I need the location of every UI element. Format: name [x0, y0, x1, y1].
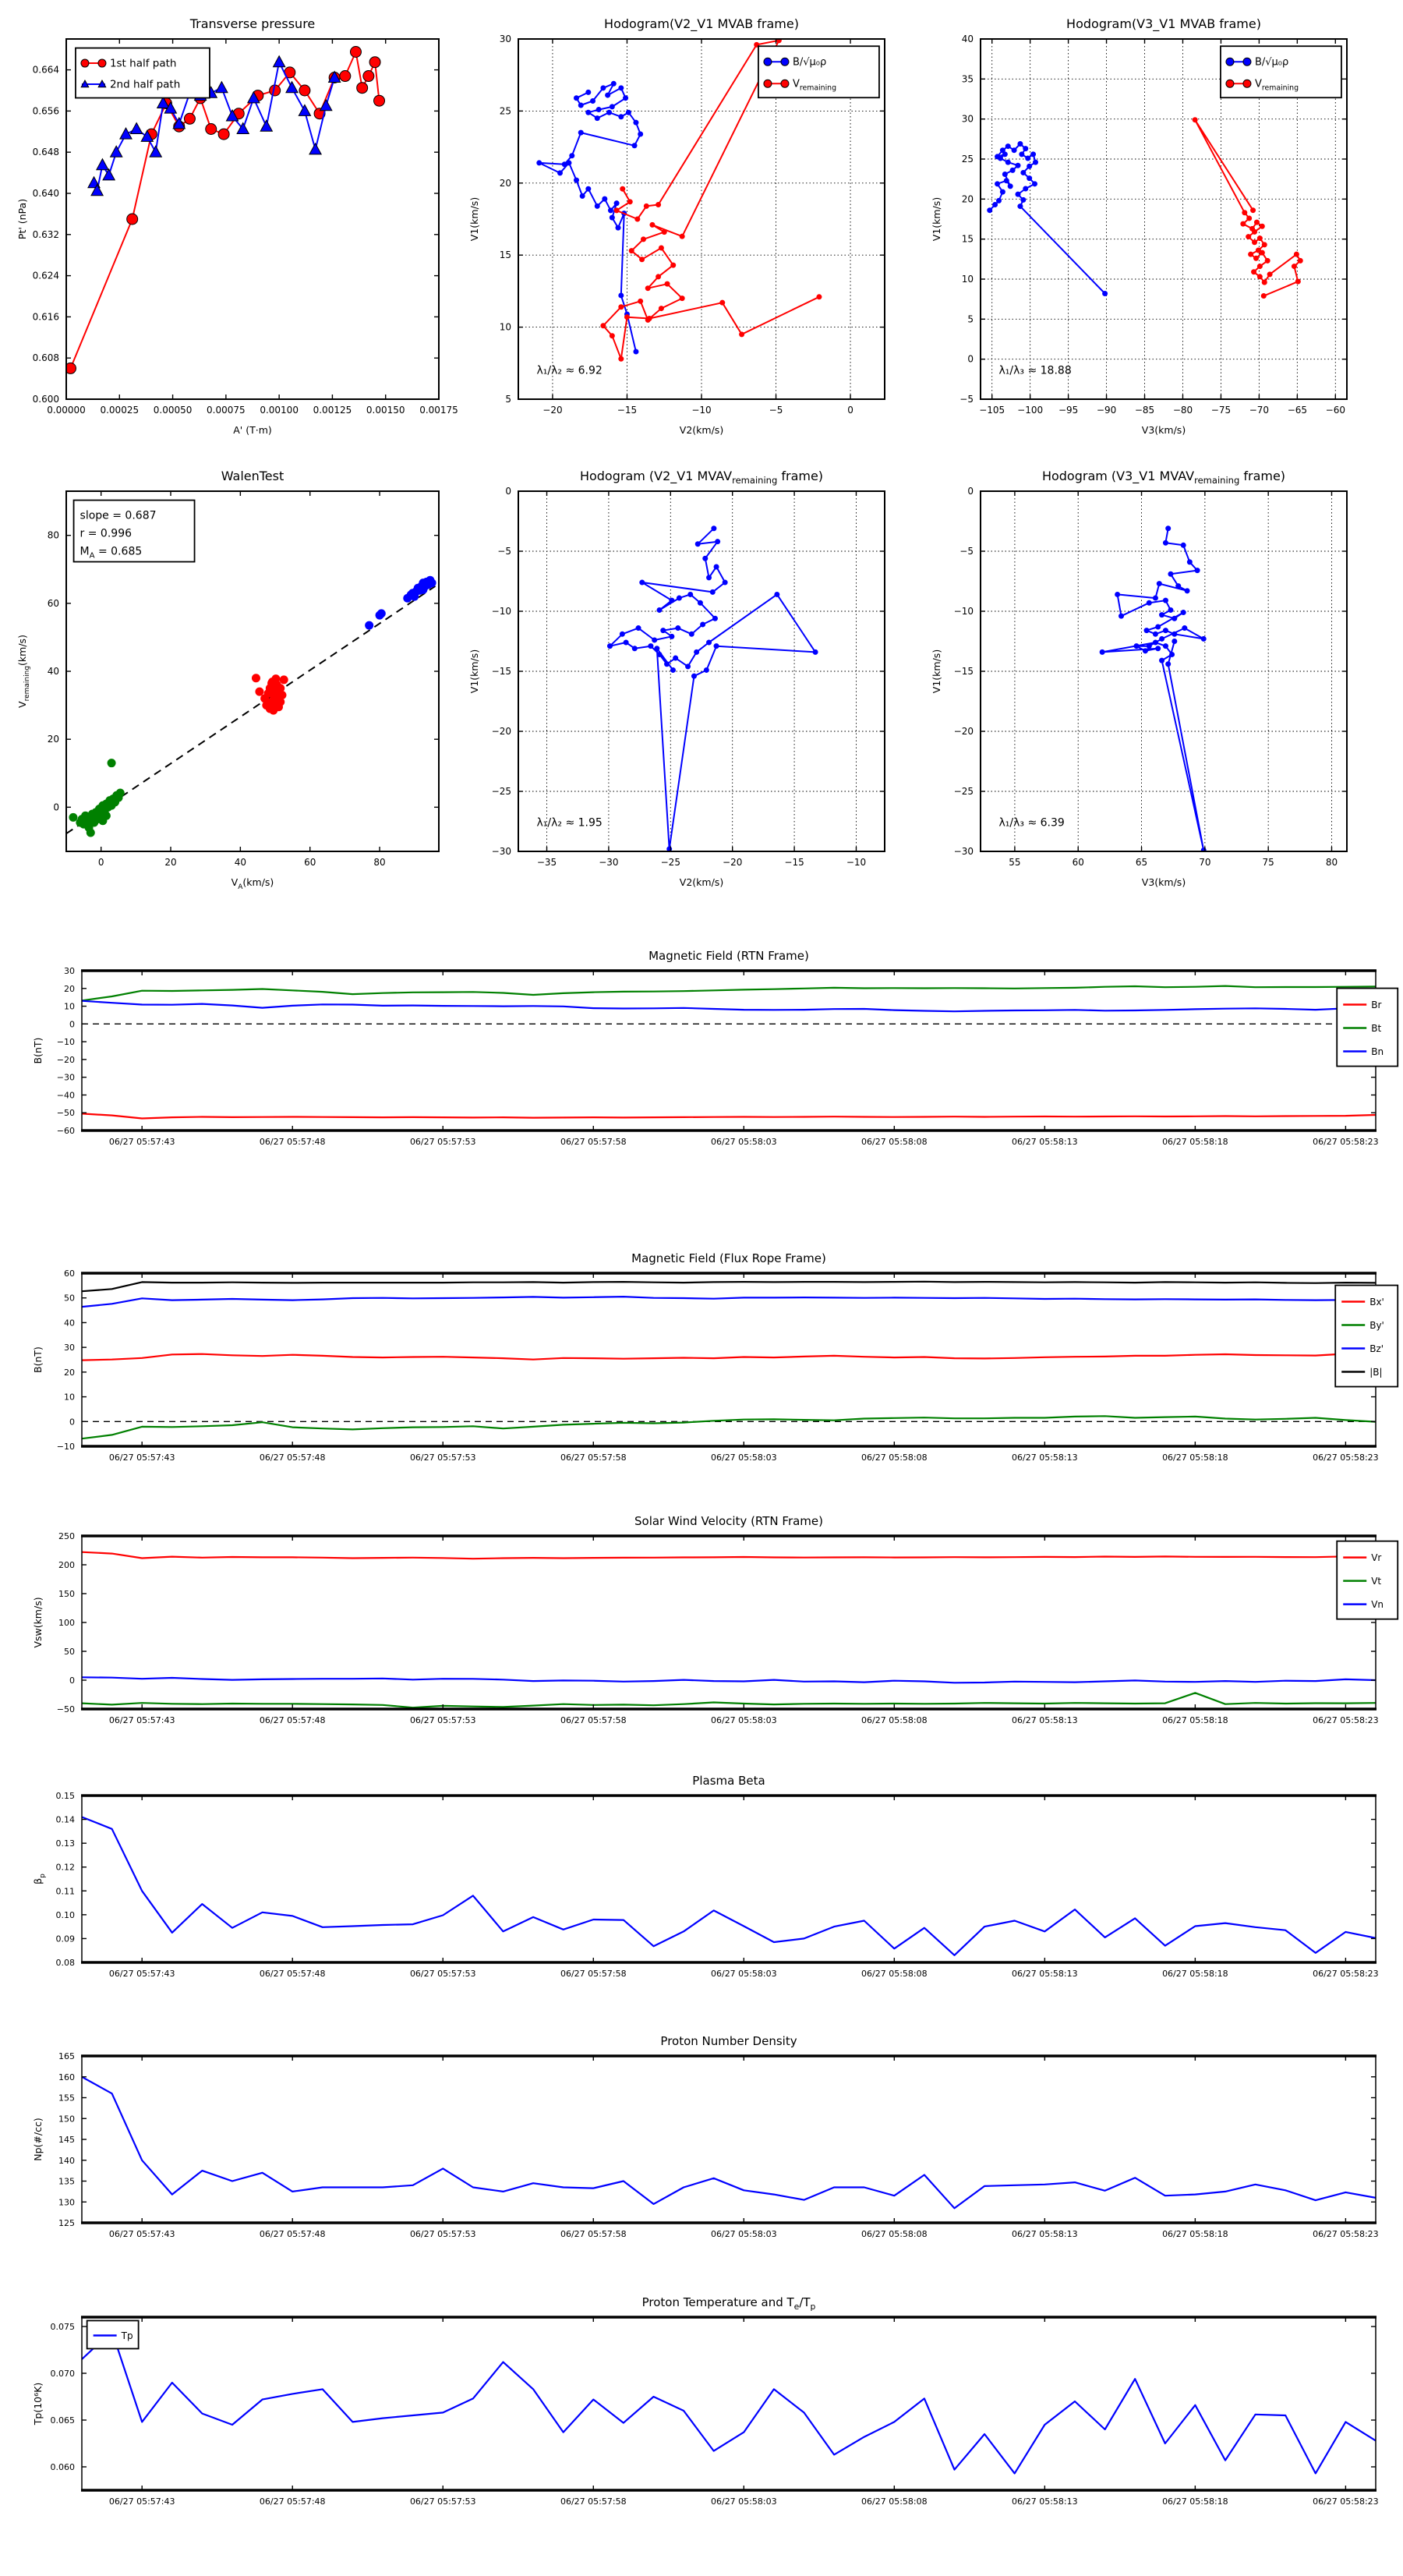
y-tick-label: 145 — [58, 2135, 75, 2145]
x-tick-label: 06/27 05:57:48 — [259, 1715, 326, 1725]
x-tick-label: 06/27 05:58:03 — [710, 2229, 777, 2239]
x-tick-label: 06/27 05:57:48 — [259, 2496, 326, 2507]
x-tick-label: 06/27 05:57:48 — [259, 2229, 326, 2239]
x-tick-label: −20 — [723, 857, 743, 868]
x-tick-label: 06/27 05:58:03 — [710, 1453, 777, 1463]
transverse-pressure — [16, 16, 458, 436]
annotation: λ₁/λ₂ ≈ 6.92 — [536, 364, 603, 377]
x-tick-label: 06/27 05:57:43 — [108, 2229, 175, 2239]
x-tick-label: −15 — [617, 405, 638, 416]
x-tick-label: 06/27 05:58:23 — [1313, 2496, 1379, 2507]
y-tick-label: −10 — [56, 1037, 75, 1048]
y-tick-label: 130 — [58, 2197, 75, 2208]
y-tick-label: −5 — [959, 394, 974, 405]
chart-title: Proton Number Density — [660, 2034, 797, 2048]
y-tick-label: 0.070 — [50, 2369, 75, 2379]
x-tick-label: −85 — [1134, 405, 1155, 416]
y-tick-label: 30 — [961, 113, 974, 125]
x-tick-label: −30 — [599, 857, 619, 868]
legend-label: Bz' — [1369, 1343, 1384, 1355]
x-tick-label: −15 — [784, 857, 804, 868]
y-tick-label: 30 — [64, 966, 75, 976]
x-tick-label: 06/27 05:57:58 — [560, 2229, 627, 2239]
y-tick-label: 40 — [47, 666, 59, 677]
legend-label: B/√μ₀ρ — [792, 56, 827, 69]
legend-label: Br — [1371, 1000, 1382, 1011]
y-tick-label: 0.640 — [32, 188, 59, 199]
x-tick-label: 0.00075 — [207, 405, 246, 416]
x-tick-label: 75 — [1262, 857, 1274, 868]
proton-temperature — [32, 2295, 1379, 2507]
magnetic-field-rtn-series — [82, 986, 1376, 1119]
y-axis-label: Pt' (nPa) — [16, 198, 28, 240]
walen-test-stats-box — [74, 501, 195, 562]
y-tick-label: 0.13 — [55, 1838, 75, 1849]
legend-label: Bn — [1371, 1046, 1384, 1058]
x-tick-label: −60 — [1325, 405, 1345, 416]
y-tick-label: −5 — [497, 546, 511, 557]
x-tick-label: 60 — [1072, 857, 1084, 868]
magnetic-field-rtn — [32, 949, 1398, 1147]
x-tick-label: 06/27 05:58:23 — [1313, 2229, 1379, 2239]
x-tick-label: −100 — [1017, 405, 1044, 416]
y-tick-label: −20 — [953, 726, 974, 737]
y-tick-label: 15 — [499, 249, 511, 261]
x-tick-label: 0.00125 — [313, 405, 352, 416]
x-tick-label: 06/27 05:58:23 — [1313, 1137, 1379, 1147]
x-tick-label: 06/27 05:58:18 — [1162, 1969, 1228, 1979]
y-tick-label: 30 — [499, 34, 511, 44]
x-axis-label: V3(km/s) — [1141, 876, 1186, 888]
x-tick-label: 06/27 05:58:08 — [861, 2496, 928, 2507]
x-tick-label: 06/27 05:58:08 — [861, 1715, 928, 1725]
y-tick-label: 0 — [967, 353, 974, 365]
y-tick-label: 0.075 — [50, 2322, 75, 2332]
y-tick-label: 0.600 — [32, 394, 59, 405]
x-tick-label: 80 — [1325, 857, 1338, 868]
x-tick-label: 40 — [234, 857, 247, 868]
hodogram-v3v1-mvab-legend — [1221, 46, 1341, 97]
y-tick-label: 60 — [64, 1269, 75, 1279]
x-tick-label: 06/27 05:57:53 — [409, 1969, 476, 1979]
solar-wind-velocity — [32, 1514, 1398, 1725]
x-tick-label: 06/27 05:58:08 — [861, 1969, 928, 1979]
x-tick-label: −25 — [660, 857, 680, 868]
y-tick-label: 135 — [58, 2176, 75, 2187]
y-tick-label: 40 — [961, 34, 974, 44]
legend-label: Vr — [1371, 1552, 1382, 1564]
y-tick-label: −20 — [56, 1054, 75, 1065]
y-axis-label: V1(km/s) — [468, 196, 480, 242]
y-tick-label: −50 — [56, 1108, 75, 1119]
x-tick-label: −10 — [846, 857, 867, 868]
x-tick-label: −95 — [1058, 405, 1079, 416]
legend-label: Bt — [1371, 1023, 1382, 1035]
proton-number-density — [32, 2034, 1379, 2239]
y-tick-label: 0 — [505, 486, 511, 497]
legend-label: Vn — [1371, 1599, 1384, 1611]
hodogram-v2v1-mvav — [468, 469, 885, 888]
y-tick-label: 150 — [58, 2114, 75, 2125]
x-tick-label: 06/27 05:58:13 — [1012, 1453, 1078, 1463]
y-tick-label: 10 — [64, 1001, 75, 1012]
y-tick-label: 0.10 — [55, 1909, 75, 1920]
x-tick-label: −65 — [1287, 405, 1308, 416]
y-axis-label: $\beta_p$ — [32, 1874, 47, 1884]
plasma-beta-series — [82, 1817, 1376, 1955]
x-tick-label: −105 — [979, 405, 1005, 416]
x-tick-label: 06/27 05:57:43 — [108, 1715, 175, 1725]
hodogram-v3v1-mvav-series — [1100, 525, 1207, 853]
y-tick-label: 10 — [499, 321, 511, 333]
y-tick-label: 10 — [961, 274, 974, 285]
y-tick-label: 60 — [47, 597, 59, 609]
x-tick-label: 06/27 05:58:13 — [1012, 1137, 1078, 1147]
y-tick-label: 25 — [499, 105, 511, 117]
magnetic-field-flux-rope — [32, 1251, 1398, 1463]
x-tick-label: 06/27 05:58:18 — [1162, 1453, 1228, 1463]
annotation: λ₁/λ₃ ≈ 18.88 — [998, 364, 1072, 377]
x-tick-label: −75 — [1210, 405, 1232, 416]
x-tick-label: −70 — [1249, 405, 1270, 416]
y-tick-label: −10 — [953, 606, 974, 617]
y-tick-label: −30 — [491, 846, 511, 857]
y-axis-label: Tp(10⁶K) — [32, 2382, 44, 2426]
y-tick-label: 0.624 — [32, 270, 59, 281]
x-tick-label: 06/27 05:57:53 — [409, 1137, 476, 1147]
legend-label: 2nd half path — [109, 78, 181, 91]
x-tick-label: 0.00100 — [260, 405, 299, 416]
legend-label: $V_{remaining}$ — [1254, 78, 1299, 93]
y-tick-label: 0.12 — [55, 1862, 75, 1873]
x-tick-label: 06/27 05:58:13 — [1012, 2496, 1078, 2507]
legend-label: Vt — [1371, 1576, 1382, 1587]
chart-title: Transverse pressure — [189, 16, 316, 31]
y-axis-label: V1(km/s) — [931, 649, 942, 694]
y-tick-label: 0.632 — [32, 228, 59, 240]
x-tick-label: 06/27 05:57:48 — [259, 1137, 326, 1147]
chart-title: Hodogram (V2_V1 $MVAV_{remaining}$ frame) — [579, 469, 824, 486]
y-tick-label: 0 — [53, 801, 59, 813]
x-tick-label: 06/27 05:58:18 — [1162, 2229, 1228, 2239]
x-tick-label: 06/27 05:58:23 — [1313, 1715, 1379, 1725]
x-tick-label: 06/27 05:57:48 — [259, 1453, 326, 1463]
chart-title: Proton Temperature and $T_e/T_p$ — [641, 2295, 816, 2312]
y-axis-label: B(nT) — [32, 1037, 44, 1064]
transverse-pressure-legend — [76, 48, 210, 98]
magnetic-field-rtn-legend — [1337, 989, 1398, 1067]
y-tick-label: 200 — [58, 1560, 75, 1570]
plasma-beta — [32, 1774, 1379, 1979]
x-tick-label: 70 — [1199, 857, 1211, 868]
x-tick-label: 20 — [164, 857, 177, 868]
y-axis-label: Np(#/cc) — [32, 2118, 44, 2161]
x-tick-label: 06/27 05:58:13 — [1012, 1715, 1078, 1725]
y-tick-label: −30 — [953, 846, 974, 857]
x-axis-label: V2(km/s) — [679, 424, 724, 436]
x-axis-label: V2(km/s) — [679, 876, 724, 888]
y-tick-label: −5 — [959, 546, 974, 557]
y-tick-label: 20 — [64, 983, 75, 994]
x-tick-label: 06/27 05:58:08 — [861, 1137, 928, 1147]
x-tick-label: 06/27 05:58:08 — [861, 2229, 928, 2239]
chart-title: Hodogram(V3_V1 MVAB frame) — [1066, 16, 1261, 31]
proton-number-density-series — [82, 2077, 1376, 2209]
y-tick-label: −60 — [56, 1126, 75, 1136]
x-tick-label: 06/27 05:58:03 — [710, 1715, 777, 1725]
x-tick-label: 0.00150 — [366, 405, 405, 416]
x-tick-label: 06/27 05:58:03 — [710, 1137, 777, 1147]
y-tick-label: −10 — [56, 1442, 75, 1452]
solar-wind-velocity-legend — [1337, 1541, 1398, 1619]
chart-title: Magnetic Field (RTN Frame) — [648, 949, 809, 963]
y-tick-label: −10 — [491, 606, 511, 617]
x-tick-label: −80 — [1172, 405, 1193, 416]
y-tick-label: 160 — [58, 2072, 75, 2082]
stats-line: r = 0.996 — [80, 527, 133, 540]
y-tick-label: 0 — [967, 486, 974, 497]
x-tick-label: 06/27 05:57:58 — [560, 1969, 627, 1979]
legend-label: Tp — [121, 2330, 133, 2341]
legend-label: By' — [1369, 1320, 1384, 1332]
y-axis-label: V1(km/s) — [931, 196, 942, 242]
hodogram-v2v1-mvab — [468, 16, 885, 436]
y-tick-label: 5 — [967, 313, 974, 325]
x-tick-label: 06/27 05:58:03 — [710, 2496, 777, 2507]
chart-title: Plasma Beta — [692, 1774, 765, 1788]
chart-title: Solar Wind Velocity (RTN Frame) — [634, 1514, 823, 1528]
y-tick-label: 0.656 — [32, 105, 59, 117]
x-tick-label: 0.00000 — [47, 405, 86, 416]
y-tick-label: −25 — [953, 786, 974, 797]
y-tick-label: 0.09 — [55, 1934, 75, 1944]
x-tick-label: 06/27 05:58:18 — [1162, 1137, 1228, 1147]
x-tick-label: 06/27 05:58:23 — [1313, 1969, 1379, 1979]
y-axis-label: $V_{remaining}(km/s)$ — [16, 635, 31, 708]
x-tick-label: 06/27 05:58:13 — [1012, 2229, 1078, 2239]
y-tick-label: 0.11 — [55, 1886, 75, 1897]
x-tick-label: −90 — [1096, 405, 1117, 416]
y-tick-label: 0.15 — [55, 1791, 75, 1801]
x-tick-label: 0 — [97, 857, 104, 868]
annotation: λ₁/λ₂ ≈ 1.95 — [536, 816, 603, 830]
x-tick-label: 06/27 05:58:18 — [1162, 1715, 1228, 1725]
x-tick-label: 06/27 05:57:48 — [259, 1969, 326, 1979]
x-tick-label: 06/27 05:57:43 — [108, 1137, 175, 1147]
y-tick-label: 35 — [961, 73, 974, 85]
y-tick-label: 0.616 — [32, 311, 59, 323]
y-tick-label: 150 — [58, 1589, 75, 1599]
y-tick-label: 30 — [64, 1343, 75, 1353]
hodogram-v2v1-mvab-legend — [758, 46, 879, 97]
y-tick-label: 40 — [64, 1318, 75, 1329]
legend-label: |B| — [1369, 1367, 1383, 1378]
proton-temperature-series — [82, 2331, 1376, 2473]
y-tick-label: 20 — [47, 734, 59, 745]
y-tick-label: 15 — [961, 233, 974, 245]
y-tick-label: 80 — [47, 529, 59, 541]
y-tick-label: 0.664 — [32, 64, 59, 76]
x-axis-label: A' (T·m) — [233, 424, 272, 436]
y-tick-label: 0.608 — [32, 352, 59, 364]
y-axis-label: Vsw(km/s) — [32, 1597, 44, 1648]
hodogram-v3v1-mvav — [931, 469, 1348, 888]
x-tick-label: 06/27 05:57:58 — [560, 1715, 627, 1725]
magnetic-field-flux-rope-legend — [1335, 1286, 1398, 1387]
x-tick-label: 06/27 05:58:03 — [710, 1969, 777, 1979]
y-tick-label: 50 — [64, 1647, 75, 1657]
walen-test — [16, 469, 440, 891]
y-tick-label: −50 — [56, 1704, 75, 1714]
x-tick-label: 06/27 05:57:43 — [108, 2496, 175, 2507]
y-tick-label: −40 — [56, 1090, 75, 1101]
chart-title: Hodogram (V3_V1 $MVAV_{remaining}$ frame) — [1041, 469, 1286, 486]
x-tick-label: 60 — [304, 857, 316, 868]
x-tick-label: 06/27 05:57:43 — [108, 1969, 175, 1979]
y-tick-label: 0.14 — [55, 1814, 75, 1825]
y-axis-label: V1(km/s) — [468, 649, 480, 694]
legend-label: B/√μ₀ρ — [1254, 56, 1289, 69]
x-tick-label: −35 — [536, 857, 557, 868]
x-tick-label: 06/27 05:58:13 — [1012, 1969, 1078, 1979]
x-axis-label: $V_A(km/s)$ — [231, 876, 274, 891]
x-tick-label: 06/27 05:57:53 — [409, 1453, 476, 1463]
y-tick-label: 140 — [58, 2155, 75, 2166]
legend-label: $V_{remaining}$ — [792, 78, 837, 93]
x-tick-label: 0.00175 — [419, 405, 458, 416]
y-axis-label: B(nT) — [32, 1346, 44, 1373]
y-tick-label: 20 — [64, 1367, 75, 1378]
x-tick-label: 80 — [373, 857, 386, 868]
y-tick-label: 0.08 — [55, 1958, 75, 1968]
legend-label: 1st half path — [109, 57, 177, 70]
chart-title: Magnetic Field (Flux Rope Frame) — [631, 1251, 826, 1265]
x-tick-label: −20 — [542, 405, 563, 416]
x-tick-label: 06/27 05:57:58 — [560, 1137, 627, 1147]
hodogram-v3v1-mvab-series — [987, 117, 1303, 299]
solar-wind-velocity-series — [82, 1552, 1376, 1708]
y-tick-label: 25 — [961, 154, 974, 165]
y-tick-label: 5 — [505, 394, 511, 405]
legend-label: Bx' — [1369, 1297, 1384, 1308]
y-tick-label: 0.648 — [32, 147, 59, 158]
stats-line: slope = 0.687 — [80, 509, 157, 522]
magnetic-field-flux-rope-series — [82, 1282, 1376, 1438]
x-tick-label: 55 — [1009, 857, 1021, 868]
x-tick-label: 06/27 05:57:43 — [108, 1453, 175, 1463]
y-tick-label: 0 — [69, 1675, 75, 1686]
y-tick-label: 165 — [58, 2051, 75, 2061]
y-tick-label: 50 — [64, 1293, 75, 1304]
y-tick-label: −20 — [491, 726, 511, 737]
y-tick-label: 0.060 — [50, 2462, 75, 2472]
x-tick-label: −5 — [769, 405, 783, 416]
x-tick-label: 06/27 05:58:08 — [861, 1453, 928, 1463]
y-tick-label: 10 — [64, 1392, 75, 1403]
x-tick-label: 06/27 05:57:53 — [409, 2229, 476, 2239]
y-tick-label: −30 — [56, 1072, 75, 1083]
chart-title: WalenTest — [221, 469, 284, 483]
x-tick-label: 0.00025 — [100, 405, 140, 416]
hodogram-v2v1-mvav-series — [607, 525, 818, 851]
x-tick-label: 06/27 05:57:58 — [560, 2496, 627, 2507]
y-tick-label: −15 — [953, 666, 974, 677]
y-tick-label: 100 — [58, 1618, 75, 1628]
x-tick-label: 06/27 05:57:53 — [409, 2496, 476, 2507]
x-tick-label: 65 — [1135, 857, 1148, 868]
x-tick-label: 06/27 05:57:58 — [560, 1453, 627, 1463]
y-tick-label: −15 — [491, 666, 511, 677]
proton-temperature-legend — [87, 2320, 139, 2348]
chart-title: Hodogram(V2_V1 MVAB frame) — [604, 16, 799, 31]
annotation: λ₁/λ₃ ≈ 6.39 — [998, 816, 1065, 830]
y-tick-label: 20 — [961, 193, 974, 205]
y-tick-label: 0.065 — [50, 2415, 75, 2426]
y-tick-label: 155 — [58, 2093, 75, 2104]
x-tick-label: 06/27 05:58:23 — [1313, 1453, 1379, 1463]
stats-line: $M_A = 0.685$ — [80, 545, 143, 561]
x-tick-label: 06/27 05:57:53 — [409, 1715, 476, 1725]
y-tick-label: 0 — [69, 1417, 75, 1428]
x-tick-label: −10 — [691, 405, 712, 416]
x-tick-label: 0 — [847, 405, 853, 416]
y-tick-label: 250 — [58, 1531, 75, 1541]
x-tick-label: 0.00050 — [153, 405, 193, 416]
hodogram-v3v1-mvab — [931, 16, 1348, 436]
y-tick-label: 0 — [69, 1019, 75, 1030]
y-tick-label: 125 — [58, 2218, 75, 2228]
walen-test-series — [66, 576, 436, 837]
y-tick-label: −25 — [491, 786, 511, 797]
x-tick-label: 06/27 05:58:18 — [1162, 2496, 1228, 2507]
y-tick-label: 20 — [499, 177, 511, 189]
x-axis-label: V3(km/s) — [1141, 424, 1186, 436]
